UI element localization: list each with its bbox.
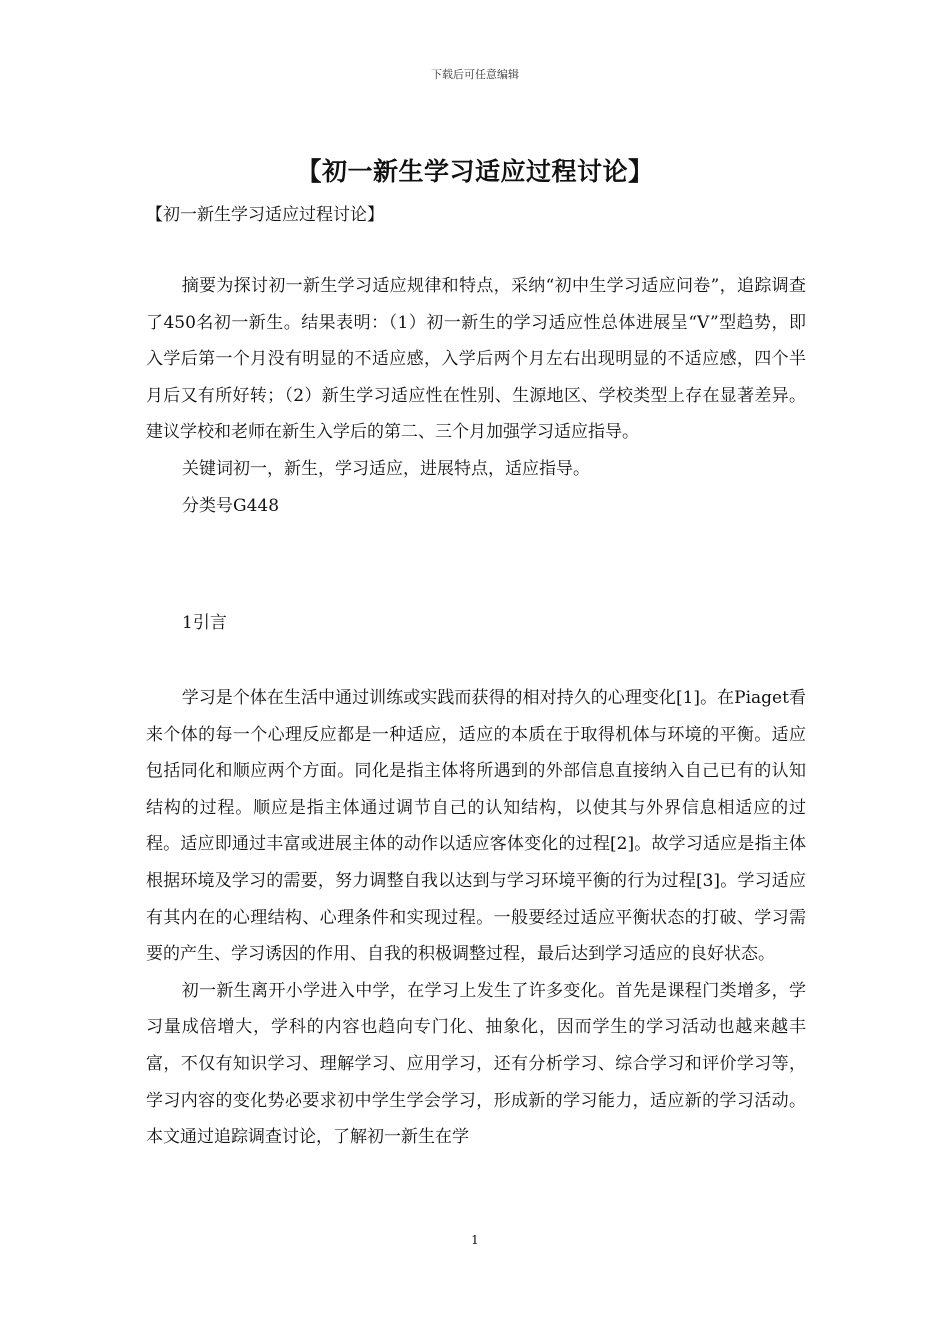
- introduction-body: [146, 680, 806, 1156]
- page-number: 1: [471, 1233, 479, 1247]
- abstract-section: [146, 268, 806, 524]
- document-title: 【初一新生学习适应过程讨论】: [296, 157, 654, 186]
- introduction-paragraph-1: 学习是个体在生活中通过训练或实践而获得的相对持久的心理变化[1]。在Piaget看来个体的每一个心理反应都是一种适应，适应的本质在于取得机体与环境的平衡。适应包括同化和顺应两个方面。同化是指主体将所遇到的外部信息直接纳入自己已有的认知结构的过程。顺应是指主体通过调节自己的认知结构，以使其与外界信息相适应的过程。适应即通过丰富或进展主体的动作以适应客体变化的过程[2]。故学习适应是指主体根据环境及学习的需要，努力调整自我以达到与学习环境平衡的行为过程[3]。学习适应有其内在的心理结构、心理条件和实现过程。一般要经过适应平衡状态的打破、学习需要的产生、学习诱因的作用、自我的积极调整过程，最后达到学习适应的良好状态。: [146, 688, 806, 965]
- introduction-paragraph-2: 初一新生离开小学进入中学，在学习上发生了许多变化。首先是课程门类增多，学习量成倍增大，学科的内容也趋向专门化、抽象化，因而学生的学习活动也越来越丰富，不仅有知识学习、理解学习、应用学习，还有分析学习、综合学习和评价学习等，学习内容的变化势必要求初中学生学会学习，形成新的学习能力，适应新的学习活动。本文通过追踪调查讨论，了解初一新生在学: [146, 980, 806, 1148]
- page-header-note: 下载后可任意编辑: [431, 68, 519, 81]
- section-heading-introduction: 1引言: [182, 613, 227, 633]
- classification-line: 分类号G448: [182, 495, 280, 516]
- abstract-paragraph: 摘要为探讨初一新生学习适应规律和特点，采纳“初中生学习适应问卷”，追踪调查了450名初一新生。结果表明：（1）初一新生的学习适应性总体进展呈“V”型趋势，即入学后第一个月没有明显的不适应感，入学后两个月左右出现明显的不适应感，四个半月后又有所好转；（2）新生学习适应性在性别、生源地区、学校类型上存在显著差异。建议学校和老师在新生入学后的第二、三个月加强学习适应指导。: [146, 276, 806, 443]
- document-subtitle: 【初一新生学习适应过程讨论】: [146, 205, 384, 225]
- keywords-line: 关键词初一，新生，学习适应，进展特点，适应指导。: [182, 458, 590, 479]
